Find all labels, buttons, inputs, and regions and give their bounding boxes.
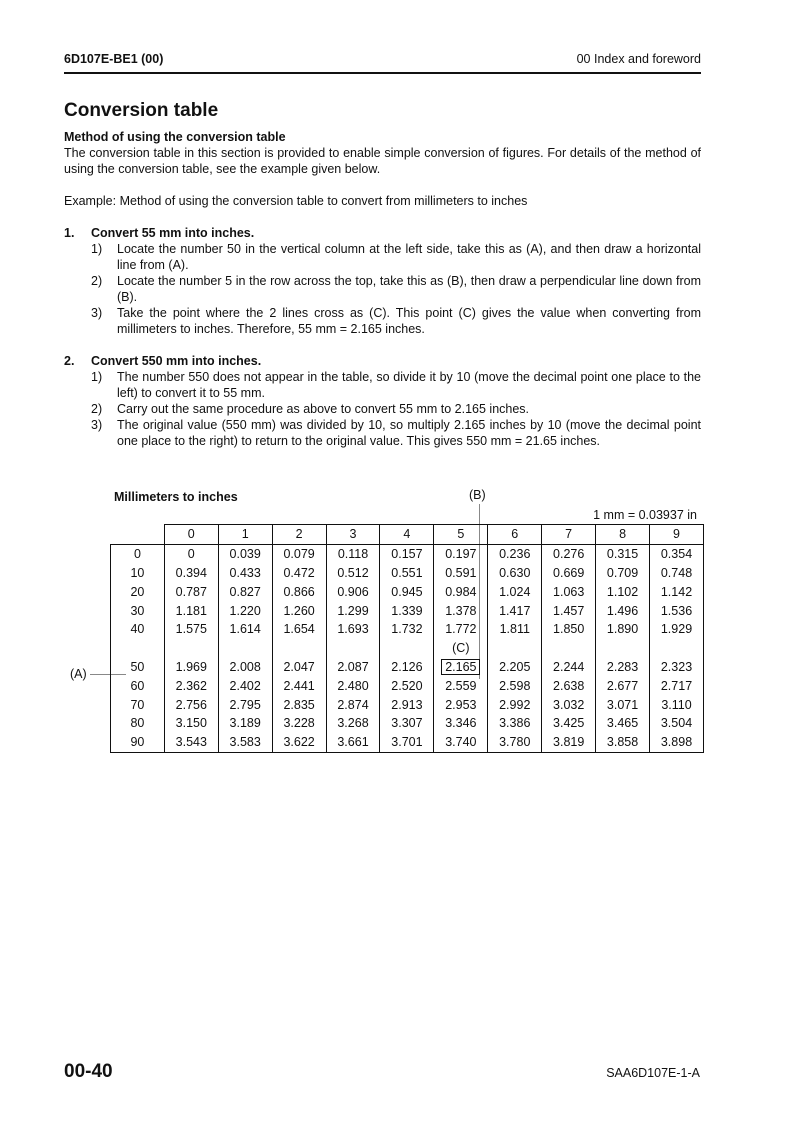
table-cell: 1.732 xyxy=(380,620,434,639)
table-cell: 2.953 xyxy=(434,695,488,714)
table-cell: 3.543 xyxy=(164,733,218,752)
table-cell: 1.536 xyxy=(650,601,704,620)
unit-note: 1 mm = 0.03937 in xyxy=(593,508,697,522)
section-heading: Convert 550 mm into inches. xyxy=(91,354,262,368)
table-cell: 3.032 xyxy=(542,695,596,714)
section-number: 2. xyxy=(64,354,75,368)
table-cell: 2.992 xyxy=(488,695,542,714)
table-cell: 1.457 xyxy=(542,601,596,620)
table-row xyxy=(111,733,704,752)
table-cell: 2.795 xyxy=(218,695,272,714)
table-cell: 0.748 xyxy=(650,564,704,583)
step-text: The original value (550 mm) was divided by 10, so multiply 2.165 inches by 10 (move the decimal point one place to the right) to return to the original value. This gives 550 mm = 21.65 inches. xyxy=(117,418,701,448)
table-cell: 0.591 xyxy=(434,564,488,583)
table-cell: 0.866 xyxy=(272,582,326,601)
step-item xyxy=(64,369,701,401)
spacer-cell xyxy=(542,639,596,658)
step-number: 1) xyxy=(91,370,103,384)
table-cell: 2.244 xyxy=(542,658,596,677)
spacer-cell xyxy=(326,639,380,658)
column-header: 7 xyxy=(542,525,596,545)
table-cell: 3.780 xyxy=(488,733,542,752)
page-title: Conversion table xyxy=(64,100,219,121)
table-cell xyxy=(434,658,488,677)
column-header: 3 xyxy=(326,525,380,545)
table-cell: 3.110 xyxy=(650,695,704,714)
table-cell: 1.654 xyxy=(272,620,326,639)
column-header: 2 xyxy=(272,525,326,545)
table-cell: 3.346 xyxy=(434,714,488,733)
table-cell: 1.142 xyxy=(650,582,704,601)
column-header: 1 xyxy=(218,525,272,545)
table-cell: 1.260 xyxy=(272,601,326,620)
step-text: Locate the number 5 in the row across the top, take this as (B), then draw a perpendicular line down from (B). xyxy=(117,274,701,304)
page-header xyxy=(64,52,701,74)
table-title: Millimeters to inches xyxy=(114,490,238,504)
table-cell: 1.850 xyxy=(542,620,596,639)
step-number: 2) xyxy=(91,274,103,288)
section-heading: Convert 55 mm into inches. xyxy=(91,226,255,240)
table-cell: 1.575 xyxy=(164,620,218,639)
table-cell: 3.583 xyxy=(218,733,272,752)
step-number: 2) xyxy=(91,402,103,416)
spacer-cell xyxy=(164,639,218,658)
table-cell: 2.362 xyxy=(164,676,218,695)
row-header: 10 xyxy=(111,564,165,583)
table-cell: 0.433 xyxy=(218,564,272,583)
table-row xyxy=(111,601,704,620)
spacer-cell xyxy=(650,639,704,658)
table-cell: 1.929 xyxy=(650,620,704,639)
row-header: 50 xyxy=(111,658,165,677)
table-cell: 0.394 xyxy=(164,564,218,583)
table-row xyxy=(111,544,704,563)
table-cell: 3.622 xyxy=(272,733,326,752)
table-cell: 2.205 xyxy=(488,658,542,677)
table-row xyxy=(111,714,704,733)
table-cell: 3.898 xyxy=(650,733,704,752)
section-1 xyxy=(64,225,701,337)
table-cell: 2.638 xyxy=(542,676,596,695)
table-cell: 1.378 xyxy=(434,601,488,620)
page-number: 00-40 xyxy=(64,1061,113,1082)
table-cell: 1.299 xyxy=(326,601,380,620)
section-name: 00 Index and foreword xyxy=(576,52,701,66)
table-cell: 3.701 xyxy=(380,733,434,752)
table-cell: 0.669 xyxy=(542,564,596,583)
section-2 xyxy=(64,353,701,449)
column-header: 8 xyxy=(596,525,650,545)
step-item xyxy=(64,241,701,273)
column-header: 9 xyxy=(650,525,704,545)
table-cell: 1.969 xyxy=(164,658,218,677)
column-header: 5 xyxy=(434,525,488,545)
spacer-cell xyxy=(488,639,542,658)
method-heading: Method of using the conversion table xyxy=(64,130,286,144)
method-intro: The conversion table in this section is provided to enable simple conversion of figures. For details of the method of using the conversion table, see the example given below. xyxy=(64,146,701,176)
table-cell: 3.268 xyxy=(326,714,380,733)
table-row xyxy=(111,658,704,677)
table-cell: 1.772 xyxy=(434,620,488,639)
step-number: 3) xyxy=(91,306,103,320)
table-cell: 1.693 xyxy=(326,620,380,639)
step-text: Locate the number 50 in the vertical column at the left side, take this as (A), and then draw a horizontal line from (A). xyxy=(117,242,701,272)
step-item xyxy=(64,401,701,417)
table-cell: 0.157 xyxy=(380,544,434,563)
label-b: (B) xyxy=(469,488,486,502)
column-header: 0 xyxy=(164,525,218,545)
row-header: 40 xyxy=(111,620,165,639)
table-cell: 1.417 xyxy=(488,601,542,620)
table-row xyxy=(111,564,704,583)
table-cell: 2.598 xyxy=(488,676,542,695)
table-cell: 3.661 xyxy=(326,733,380,752)
row-header: 80 xyxy=(111,714,165,733)
table-cell: 2.283 xyxy=(596,658,650,677)
label-c: (C) xyxy=(434,639,488,658)
table-cell: 3.425 xyxy=(542,714,596,733)
table-cell: 3.504 xyxy=(650,714,704,733)
table-cell: 1.063 xyxy=(542,582,596,601)
step-item xyxy=(64,417,701,449)
table-cell: 3.740 xyxy=(434,733,488,752)
step-text: Carry out the same procedure as above to convert 55 mm to 2.165 inches. xyxy=(117,402,530,416)
conversion-table xyxy=(110,524,704,753)
row-header: 70 xyxy=(111,695,165,714)
table-cell: 1.811 xyxy=(488,620,542,639)
table-cell: 0.984 xyxy=(434,582,488,601)
table-cell: 1.614 xyxy=(218,620,272,639)
row-header: 30 xyxy=(111,601,165,620)
step-text: The number 550 does not appear in the table, so divide it by 10 (move the decimal point one place to the left) to convert it to 55 mm. xyxy=(117,370,701,400)
table-cell: 3.228 xyxy=(272,714,326,733)
row-header: 90 xyxy=(111,733,165,752)
table-corner xyxy=(111,525,165,545)
conversion-table-area xyxy=(64,486,704,756)
table-cell: 3.386 xyxy=(488,714,542,733)
step-number: 1) xyxy=(91,242,103,256)
table-cell: 2.402 xyxy=(218,676,272,695)
table-cell: 0.315 xyxy=(596,544,650,563)
table-cell: 1.890 xyxy=(596,620,650,639)
table-cell: 3.189 xyxy=(218,714,272,733)
document-code: SAA6D107E-1-A xyxy=(606,1066,700,1080)
section-number: 1. xyxy=(64,226,75,240)
table-cell: 0.945 xyxy=(380,582,434,601)
table-cell: 2.835 xyxy=(272,695,326,714)
example-line: Example: Method of using the conversion table to convert from millimeters to inches xyxy=(64,194,528,208)
table-cell: 0.906 xyxy=(326,582,380,601)
table-cell: 0.787 xyxy=(164,582,218,601)
table-cell: 0.827 xyxy=(218,582,272,601)
table-cell: 0.197 xyxy=(434,544,488,563)
row-header: 20 xyxy=(111,582,165,601)
table-cell: 3.307 xyxy=(380,714,434,733)
table-cell: 0.236 xyxy=(488,544,542,563)
table-cell: 1.496 xyxy=(596,601,650,620)
table-cell: 0.118 xyxy=(326,544,380,563)
table-cell: 1.181 xyxy=(164,601,218,620)
table-cell: 3.071 xyxy=(596,695,650,714)
table-cell: 1.220 xyxy=(218,601,272,620)
spacer-cell xyxy=(272,639,326,658)
main-content xyxy=(64,129,701,449)
table-cell: 0.630 xyxy=(488,564,542,583)
table-row xyxy=(111,676,704,695)
step-number: 3) xyxy=(91,418,103,432)
table-cell: 0.276 xyxy=(542,544,596,563)
table-cell: 2.008 xyxy=(218,658,272,677)
table-cell: 3.858 xyxy=(596,733,650,752)
table-row xyxy=(111,695,704,714)
table-cell: 3.150 xyxy=(164,714,218,733)
step-item xyxy=(64,273,701,305)
table-cell: 0.079 xyxy=(272,544,326,563)
table-cell: 2.047 xyxy=(272,658,326,677)
table-cell: 0 xyxy=(164,544,218,563)
table-cell: 3.819 xyxy=(542,733,596,752)
table-cell: 2.559 xyxy=(434,676,488,695)
table-row xyxy=(111,582,704,601)
column-header: 4 xyxy=(380,525,434,545)
row-header: 0 xyxy=(111,544,165,563)
document-id: 6D107E-BE1 (00) xyxy=(64,52,164,66)
table-row xyxy=(111,620,704,639)
step-item xyxy=(64,305,701,337)
table-cell: 0.472 xyxy=(272,564,326,583)
table-cell: 2.323 xyxy=(650,658,704,677)
spacer-cell xyxy=(218,639,272,658)
spacer-cell xyxy=(380,639,434,658)
table-cell: 0.709 xyxy=(596,564,650,583)
label-a: (A) xyxy=(70,667,87,681)
spacer-cell xyxy=(111,639,165,658)
highlighted-cell-value: 2.165 xyxy=(441,659,480,675)
table-cell: 2.441 xyxy=(272,676,326,695)
table-cell: 1.024 xyxy=(488,582,542,601)
table-cell: 2.874 xyxy=(326,695,380,714)
table-cell: 2.087 xyxy=(326,658,380,677)
table-cell: 1.102 xyxy=(596,582,650,601)
table-cell: 0.354 xyxy=(650,544,704,563)
table-cell: 2.480 xyxy=(326,676,380,695)
spacer-cell xyxy=(596,639,650,658)
table-cell: 0.512 xyxy=(326,564,380,583)
table-cell: 2.677 xyxy=(596,676,650,695)
table-cell: 1.339 xyxy=(380,601,434,620)
column-header: 6 xyxy=(488,525,542,545)
table-cell: 3.465 xyxy=(596,714,650,733)
table-cell: 0.039 xyxy=(218,544,272,563)
table-cell: 2.126 xyxy=(380,658,434,677)
table-cell: 2.520 xyxy=(380,676,434,695)
table-cell: 2.756 xyxy=(164,695,218,714)
table-cell: 2.913 xyxy=(380,695,434,714)
row-header: 60 xyxy=(111,676,165,695)
step-text: Take the point where the 2 lines cross as (C). This point (C) gives the value when converting from millimeters to inches. Therefore, 55 mm = 2.165 inches. xyxy=(117,306,701,336)
table-cell: 0.551 xyxy=(380,564,434,583)
table-cell: 2.717 xyxy=(650,676,704,695)
